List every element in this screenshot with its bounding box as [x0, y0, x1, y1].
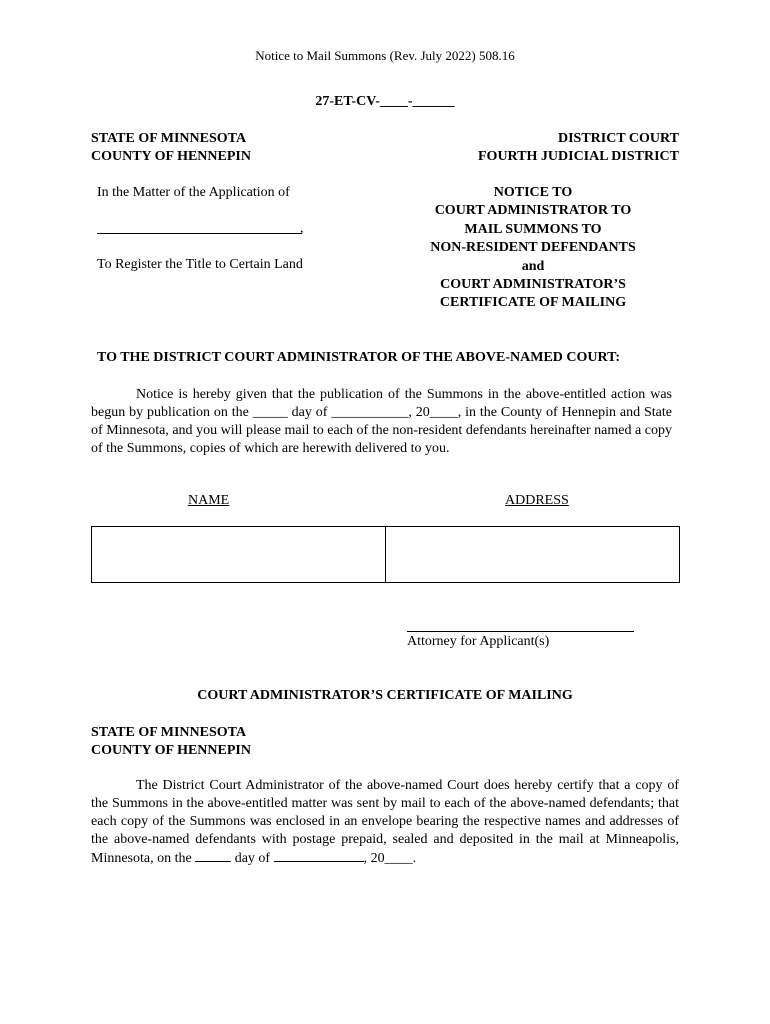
day-of-text: day of	[234, 851, 271, 866]
certificate-state: STATE OF MINNESOTA	[91, 725, 247, 740]
period: .	[412, 851, 417, 866]
notice-title-line: COURT ADMINISTRATOR TO	[434, 203, 632, 219]
caption-right	[400, 130, 679, 166]
caption-court: DISTRICT COURT	[557, 131, 679, 146]
defendants-table	[91, 526, 680, 583]
certificate-body	[91, 777, 679, 868]
notice-title-line: COURT ADMINISTRATOR’S	[440, 277, 626, 293]
notice-title-line: NOTICE TO	[493, 185, 573, 200]
caption-county: COUNTY OF HENNEPIN	[91, 149, 251, 164]
name-cell[interactable]	[92, 527, 386, 583]
notice-title-line: MAIL SUMMONS TO	[464, 221, 602, 237]
notice-addressee: TO THE DISTRICT COURT ADMINISTRATOR OF THE ABOVE-NAMED COURT:	[97, 350, 621, 365]
certificate-caption	[91, 724, 251, 760]
caption-state: STATE OF MINNESOTA	[91, 131, 247, 146]
caption-district: FOURTH JUDICIAL DISTRICT	[478, 149, 679, 164]
matter-of-text: In the Matter of the Application of	[97, 185, 290, 200]
certificate-title: COURT ADMINISTRATOR’S CERTIFICATE OF MAILING	[197, 688, 573, 703]
notice-title-block	[400, 184, 666, 313]
notice-title-line: CERTIFICATE OF MAILING	[439, 295, 627, 311]
form-title: Notice to Mail Summons (Rev. July 2022) 508.16	[255, 48, 515, 63]
table-row	[92, 527, 680, 583]
register-title-text: To Register the Title to Certain Land	[97, 257, 303, 272]
attorney-label: Attorney for Applicant(s)	[407, 634, 550, 649]
address-column-header: ADDRESS	[505, 493, 569, 508]
notice-body: Notice is hereby given that the publication of the Summons in the above-entitled action was begun by publication on the _____ day of ___________, 20____, in the County of Hennepin and State of Minnesota, and you will please mail to each of the non-resident defendants hereinafter named a copy of the Summons, copies of which are herewith delivered to you.	[91, 387, 672, 456]
year-blank[interactable]: ____	[384, 851, 413, 866]
month-blank[interactable]	[274, 849, 364, 862]
caption-left	[91, 130, 251, 166]
attorney-signature-line[interactable]	[407, 620, 634, 632]
year-prefix: , 20	[363, 851, 385, 866]
notice-title-line: NON-RESIDENT DEFENDANTS	[430, 240, 636, 256]
name-column-header: NAME	[188, 493, 230, 508]
address-cell[interactable]	[386, 527, 680, 583]
notice-title-line: and	[521, 258, 545, 274]
applicant-name-line[interactable]	[97, 221, 302, 234]
applicant-blank	[97, 221, 302, 234]
day-blank[interactable]	[195, 849, 231, 862]
certificate-body-text: The District Court Administrator of the above-named Court does hereby certify that a copy of the Summons in the above-entitled matter was sent by mail to each of the above-named defendants; that each copy of the Summons was enclosed in an envelope bearing the respective names and addresses of the above-named defendants with postage prepaid, sealed and deposited in the mail at Minneapolis, Minnesota, on the	[91, 778, 679, 866]
applicant-suffix: ,	[300, 221, 304, 236]
case-number: 27-ET-CV-____-______	[315, 94, 455, 109]
certificate-county: COUNTY OF HENNEPIN	[91, 743, 251, 758]
